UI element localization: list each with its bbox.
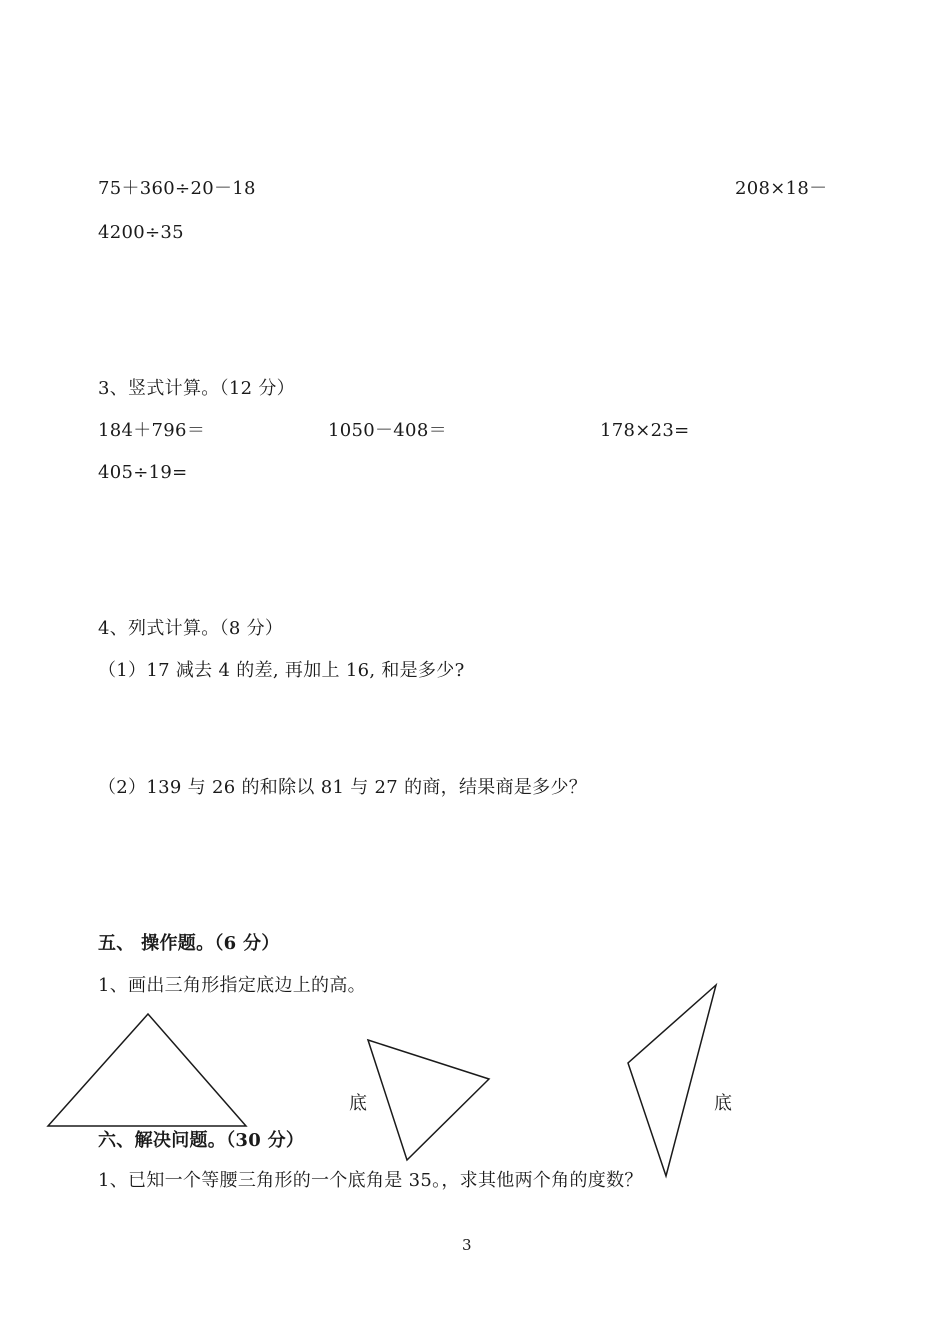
problem-solving-question-1: 1、已知一个等腰三角形的一个底角是 35。，求其他两个角的度数？ [98, 1170, 643, 1191]
written-calc-question-2: （2）139 与 26 的和除以 81 与 27 的商，结果商是多少？ [98, 777, 588, 798]
base-label-1: 底 [349, 1093, 368, 1114]
page-number: 3 [462, 1236, 472, 1254]
triangle-2 [368, 1040, 489, 1160]
vertical-calc-heading: 3、竖式计算。（12 分） [98, 378, 295, 399]
vertical-calc-item-3: 178×23= [600, 420, 690, 441]
vertical-calc-item-2: 1050－408＝ [328, 420, 447, 441]
base-label-2: 底 [714, 1093, 733, 1114]
expression-2: 208×18－ [735, 178, 828, 199]
triangle-3 [628, 985, 716, 1176]
written-calc-question-1: （1）17 减去 4 的差, 再加上 16, 和是多少? [98, 660, 465, 681]
vertical-calc-item-4: 405÷19= [98, 462, 188, 483]
written-calc-heading: 4、列式计算。（8 分） [98, 618, 284, 639]
operation-section-heading: 五、 操作题。（6 分） [98, 933, 280, 954]
operation-question-1: 1、画出三角形指定底边上的高。 [98, 975, 366, 996]
triangle-1 [48, 1014, 246, 1126]
expression-1: 75＋360÷20－18 [98, 178, 256, 199]
vertical-calc-item-1: 184＋796＝ [98, 420, 206, 441]
expression-3: 4200÷35 [98, 222, 184, 243]
problem-solving-heading: 六、解决问题。（30 分） [98, 1130, 305, 1151]
